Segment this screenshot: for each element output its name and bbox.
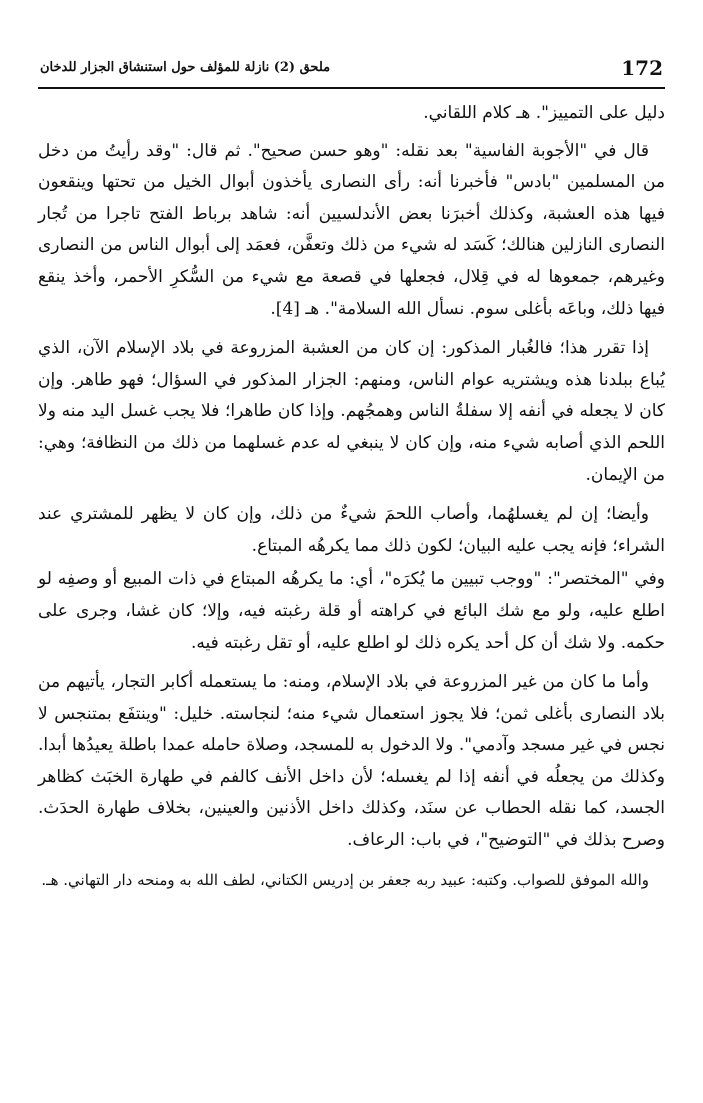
paragraph-disclosure: وأيضا؛ إن لم يغسلهُما، وأصاب اللحمَ شيءٌ من ذلك، وإن كان لا يظهر للمشتري عند الشراء؛ فإنه يجب عليه البيان؛ لكون ذلك مما يكرهُه المبتاع. [38, 504, 665, 556]
paragraph-ruling: إذا تقرر هذا؛ فالغُبار المذكور: إن كان من العشبة المزروعة في بلاد الإسلام الآن، الذي يُباع ببلدنا هذه ويشتريه عوام الناس، ومنهم: الجزار المذكور في السؤال؛ فهو طاهر. وإن كان لا يجعله في أنفه إلا سفلةُ الناس وهمجُهم. وإذا كان طاهرا؛ فلا يجب غسل اليد منه ولا اللحم الذي أصابه شيء منه، وإن كان لا ينبغي له عدم غسلهما من ذلك من النظافة؛ وهي: من الإيمان. [38, 338, 665, 485]
paragraph-continuation: دليل على التمييز". هـ كلام اللقاني. [423, 103, 665, 123]
running-title: ملحق (2) نازلة للمؤلف حول استنشاق الجزار للدخان [40, 60, 331, 75]
header-rule [38, 87, 665, 89]
document-body [38, 98, 665, 895]
paragraph-fasiya-quote: قال في "الأجوبة الفاسية" بعد نقله: "وهو حسن صحيح". ثم قال: "وقد رأيتُ من دخل من المسلمين "بادس" فأخبرنا أنه: رأى النصارى يأخذون أبوال الخيل من تحتها وينقعون فيها هذه العشبة، وكذلك أخبرَنا بعض الأندلسيين أنه: شاهد برباط الفتح تاجرا من تُجار النصارى النازلين هنالك؛ كَسَد له شيء من ذلك وتعفَّن، فعمَد إلى أبوال الناس من النصارى وغيرهم، جمعوها له في قِلال، فجعلها في قصعة مع شيء من السُّكرِ الأحمر، وأخذ ينقع فيها ذلك، وباعَه بأغلى سوم. نسأل الله السلامة". هـ [4]. [38, 140, 665, 319]
page-header [38, 50, 665, 86]
document-page [38, 50, 665, 1090]
paragraph-mukhtasar: وفي "المختصر": "ووجب تبيين ما يُكرَه"، أي: ما يكرهُه المبتاع في ذات المبيع أو وصفِه لو اطلع عليه، ولو مع شك البائع في كراهته أو قلة رغبته فيه، وإلا؛ كان غشا، وجرى على حكمه. ولا شك أن كل أحد يكره ذلك لو اطلع عليه، أو تقل رغبته فيه. [38, 569, 665, 653]
paragraph-imported: وأما ما كان من غير المزروعة في بلاد الإسلام، ومنه: ما يستعمله أكابر التجار، يأتيهم من بلاد النصارى بأغلى ثمن؛ فلا يجوز استعمال شيء منه؛ لنجاسته. خليل: "وينتفَع بمتنجس لا نجس في غير مسجد وآدمي". ولا الدخول به للمسجد، وصلاة حامله عمدا باطلة يعيدُها أبدا. وكذلك من يجعلُه في أنفه إذا لم يغسله؛ لأن داخل الأنف كالفم في طهارة الخبَث كظاهر الجسد، كما نقله الحطاب عن سنَد، وكذلك داخل الأذنين والعينين، بخلاف طهارة الحدَث. وصرح بذلك في "التوضيح"، في باب: الرعاف. [38, 672, 665, 851]
paragraph-closing-signature: والله الموفق للصواب. وكتبه: عبيد ربه جعفر بن إدريس الكتاني، لطف الله به ومنحه دار التهاني. هـ. [41, 870, 649, 889]
page-number: 172 [621, 56, 663, 80]
